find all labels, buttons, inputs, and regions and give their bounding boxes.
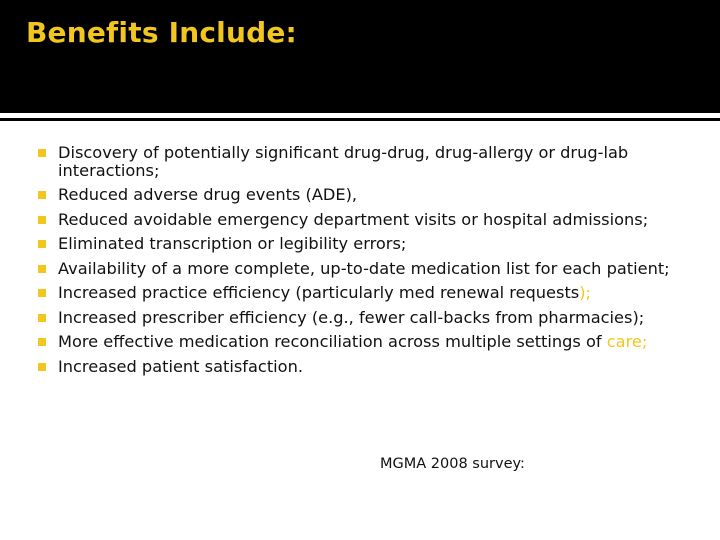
bullet-text: Increased prescriber efficiency (e.g., fewer call-backs from pharmacies); — [58, 307, 645, 327]
list-item — [38, 235, 708, 253]
bullet-text: Increased patient satisfaction. — [58, 356, 303, 376]
bullet-square-icon — [38, 265, 46, 273]
bullet-square-icon — [38, 314, 46, 322]
bullet-text: More effective medication reconciliation across multiple settings of — [58, 332, 607, 351]
bullet-square-icon — [38, 289, 46, 297]
bullet-square-icon — [38, 363, 46, 371]
list-item — [38, 144, 708, 179]
list-item — [38, 358, 708, 376]
list-item — [38, 333, 708, 351]
bullet-square-icon — [38, 191, 46, 199]
bullet-text: Availability of a more complete, up-to-date medication list for each patient; — [58, 258, 670, 278]
list-item — [38, 309, 708, 327]
bullet-text: Reduced avoidable emergency department visits or hospital admissions; — [58, 209, 649, 229]
bullet-text: Discovery of potentially significant drug-drug, drug-allergy or drug-lab interactions; — [58, 143, 629, 180]
bullet-square-icon — [38, 240, 46, 248]
title-divider — [0, 118, 720, 121]
bullet-tail: ); — [579, 283, 592, 302]
list-item — [38, 260, 708, 278]
bullet-text: Increased practice efficiency (particularly med renewal requests — [58, 283, 580, 302]
bullet-square-icon — [38, 149, 46, 157]
bullet-text: Reduced adverse drug events (ADE), — [58, 185, 358, 204]
list-item — [38, 211, 708, 229]
list-item — [38, 186, 708, 204]
bullet-text: Eliminated transcription or legibility errors; — [58, 234, 407, 253]
bullet-square-icon — [38, 338, 46, 346]
bullet-tail: care; — [606, 332, 648, 351]
source-citation: MGMA 2008 survey: — [380, 456, 525, 472]
bullet-square-icon — [38, 216, 46, 224]
list-item — [38, 284, 708, 302]
bullet-list — [38, 144, 708, 382]
title-bar — [0, 0, 720, 113]
slide-title: Benefits Include: — [26, 16, 297, 49]
